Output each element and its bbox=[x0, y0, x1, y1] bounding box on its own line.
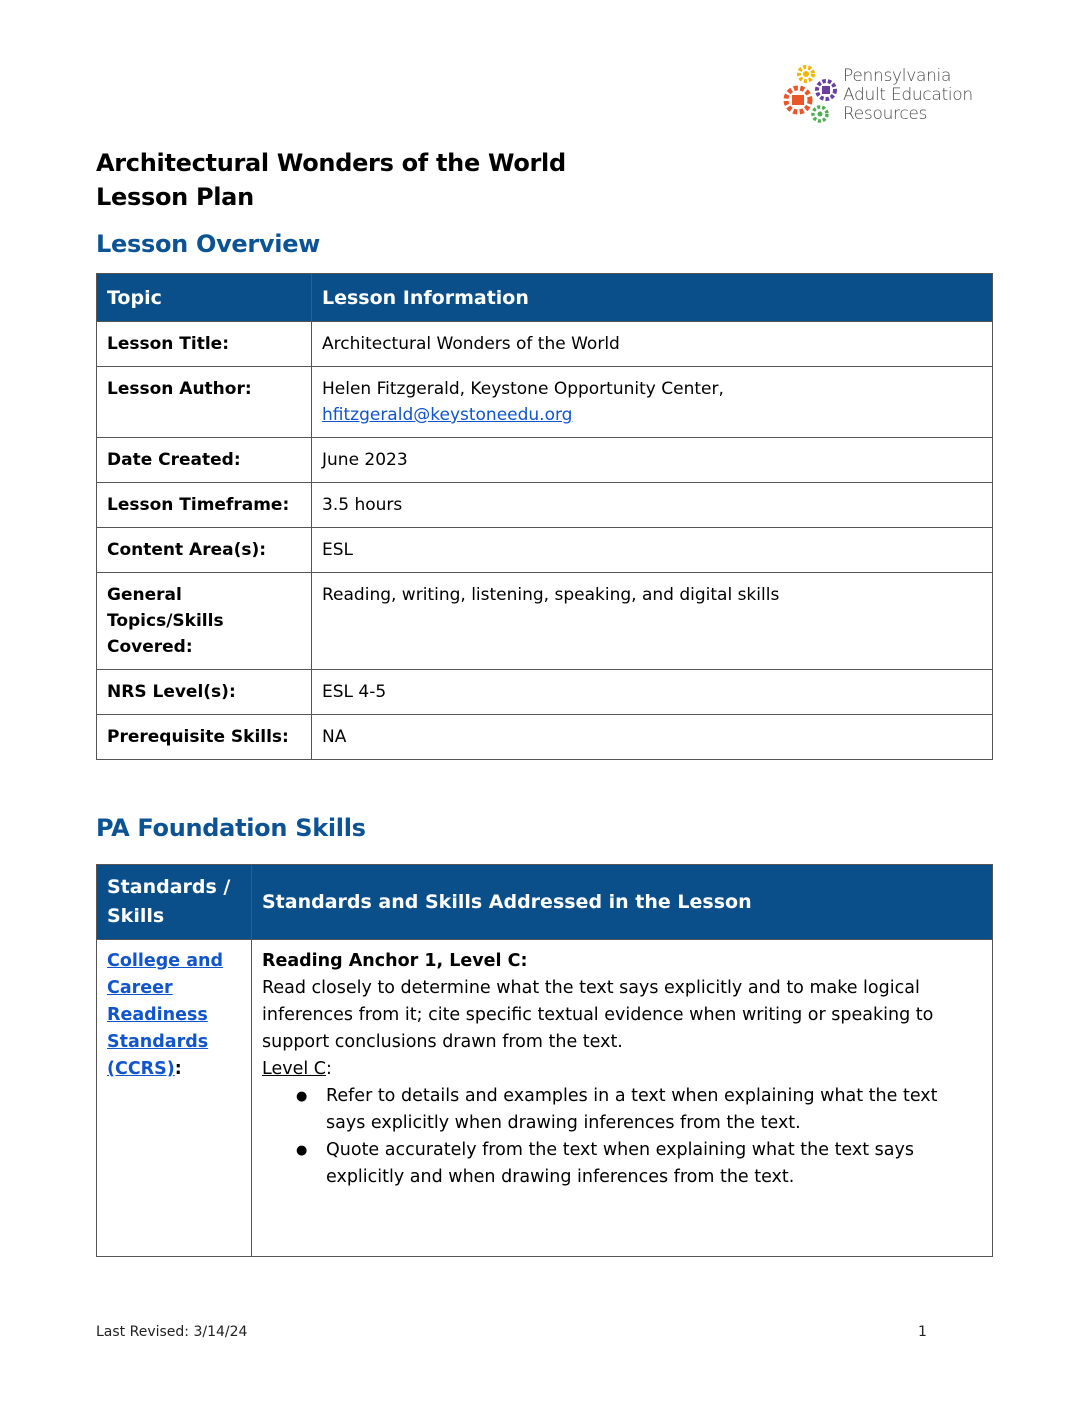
standard-cell bbox=[97, 940, 252, 1257]
foundation-skills-table bbox=[96, 864, 993, 1257]
row-value: 3.5 hours bbox=[312, 483, 993, 528]
pa-adult-education-logo bbox=[778, 62, 993, 130]
row-value: June 2023 bbox=[312, 438, 993, 483]
table-row bbox=[97, 940, 993, 1257]
table-row bbox=[97, 528, 993, 573]
logo-line-1: Pennsylvania bbox=[843, 66, 952, 86]
row-value: Architectural Wonders of the World bbox=[312, 322, 993, 367]
title-line-1: Architectural Wonders of the World bbox=[96, 149, 566, 177]
table-header-row bbox=[97, 865, 993, 940]
level-label-line bbox=[262, 1056, 982, 1083]
standard-detail-cell bbox=[252, 940, 993, 1257]
row-value: NA bbox=[312, 715, 993, 760]
row-label: Lesson Title: bbox=[97, 322, 312, 367]
table-row bbox=[97, 573, 993, 670]
table-row bbox=[97, 367, 993, 438]
row-value bbox=[312, 367, 993, 438]
table-row bbox=[97, 438, 993, 483]
table-row bbox=[97, 322, 993, 367]
list-item: ● Quote accurately from the text when explaining what the text says explicitly and when drawing inferences from the text. bbox=[326, 1137, 982, 1191]
row-value: Reading, writing, listening, speaking, and digital skills bbox=[312, 573, 993, 670]
logo-line-3: Resources bbox=[843, 104, 928, 124]
anchor-title: Reading Anchor 1, Level C: bbox=[262, 951, 528, 971]
list-item: ● Refer to details and examples in a text when explaining what the text says explicitly when drawing inferences from the text. bbox=[326, 1083, 982, 1137]
level-colon: : bbox=[325, 1059, 332, 1079]
author-text: Helen Fitzgerald, Keystone Opportunity Center, bbox=[322, 379, 724, 399]
document-title bbox=[96, 146, 566, 214]
row-label: NRS Level(s): bbox=[97, 670, 312, 715]
title-line-2: Lesson Plan bbox=[96, 183, 254, 211]
row-value: ESL 4-5 bbox=[312, 670, 993, 715]
table-row bbox=[97, 715, 993, 760]
table-row bbox=[97, 670, 993, 715]
table-header-row bbox=[97, 274, 993, 322]
gears-icon bbox=[778, 62, 842, 130]
level-label: Level C bbox=[262, 1059, 326, 1079]
standard-colon: : bbox=[174, 1059, 182, 1079]
row-label: Content Area(s): bbox=[97, 528, 312, 573]
row-label: Lesson Author: bbox=[97, 367, 312, 438]
row-label: Prerequisite Skills: bbox=[97, 715, 312, 760]
lesson-overview-table bbox=[96, 273, 993, 760]
author-email-link[interactable]: hfitzgerald@keystoneedu.org bbox=[322, 405, 573, 425]
page-number: 1 bbox=[918, 1324, 927, 1340]
row-label: Date Created: bbox=[97, 438, 312, 483]
anchor-text: Read closely to determine what the text says explicitly and to make logical inferences from it; cite specific textual evidence when writing or speaking to support conclusions drawn from the text. bbox=[262, 978, 934, 1052]
lesson-overview-heading: Lesson Overview bbox=[96, 230, 321, 258]
header-standards: Standards / Skills bbox=[97, 865, 252, 940]
logo-line-2: Adult Education bbox=[843, 85, 973, 105]
level-bullets bbox=[262, 1083, 982, 1191]
header-topic: Topic bbox=[97, 274, 312, 322]
header-lesson-info: Lesson Information bbox=[312, 274, 993, 322]
foundation-skills-heading: PA Foundation Skills bbox=[96, 814, 366, 842]
row-label: Lesson Timeframe: bbox=[97, 483, 312, 528]
last-revised: Last Revised: 3/14/24 bbox=[96, 1324, 248, 1340]
header-addressed: Standards and Skills Addressed in the Lesson bbox=[252, 865, 993, 940]
table-row bbox=[97, 483, 993, 528]
row-label: General Topics/Skills Covered: bbox=[97, 573, 312, 670]
ccrs-link[interactable]: College and Career Readiness Standards (CCRS) bbox=[107, 951, 224, 1079]
row-value: ESL bbox=[312, 528, 993, 573]
